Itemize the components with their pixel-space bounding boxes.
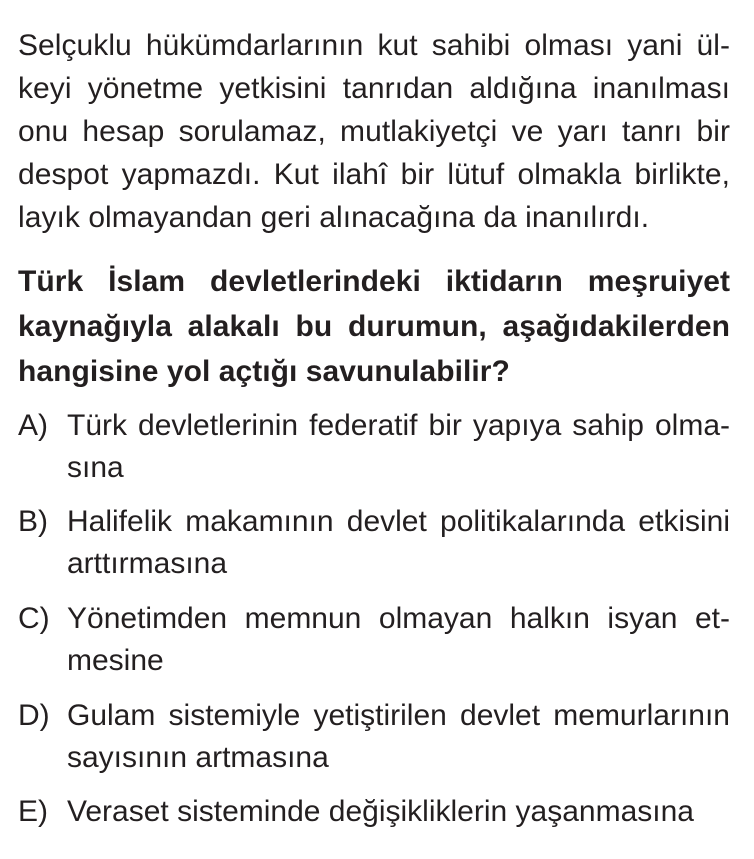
option-letter: A) — [18, 409, 48, 442]
option-text-line: Yönetimden memnun olmayan halkın isyan et- — [67, 602, 730, 635]
option-text-line: Türk devletlerinin federatif bir yapıya sahip olma- — [67, 409, 730, 442]
option-text-line: sına — [67, 451, 124, 484]
question-line: kaynağıyla alakalı bu durumun, aşağıdakilerden — [18, 310, 730, 343]
option-letter: B) — [18, 505, 48, 538]
question-line: Türk İslam devletlerindeki iktidarın meşruiyet — [18, 265, 730, 298]
passage-line: despot yapmazdı. Kut ilahî bir lütuf olmakla birlikte, — [18, 158, 730, 191]
option-letter: C) — [18, 602, 50, 635]
option-text-line: arttırmasına — [67, 547, 228, 580]
option-text-line: Halifelik makamının devlet politikalarında etkisini — [67, 505, 730, 538]
option-letter: D) — [18, 699, 50, 732]
option-text-line: sayısının artmasına — [67, 741, 329, 774]
option-text-line: Gulam sistemiyle yetiştirilen devlet memurlarının — [67, 699, 730, 732]
passage-line: Selçuklu hükümdarlarının kut sahibi olması yani ül- — [18, 29, 730, 62]
question-line: hangisine yol açtığı savunulabilir? — [18, 355, 510, 388]
option-text-line: Veraset sisteminde değişikliklerin yaşanmasına — [67, 795, 694, 828]
option-text-line: mesine — [67, 644, 164, 677]
passage-line: keyi yönetme yetkisini tanrıdan aldığına inanılması — [18, 72, 730, 105]
passage-line: layık olmayandan geri alınacağına da inanılırdı. — [18, 201, 650, 234]
passage-line: onu hesap sorulamaz, mutlakiyetçi ve yarı tanrı bir — [18, 115, 730, 148]
option-letter: E) — [18, 795, 48, 828]
